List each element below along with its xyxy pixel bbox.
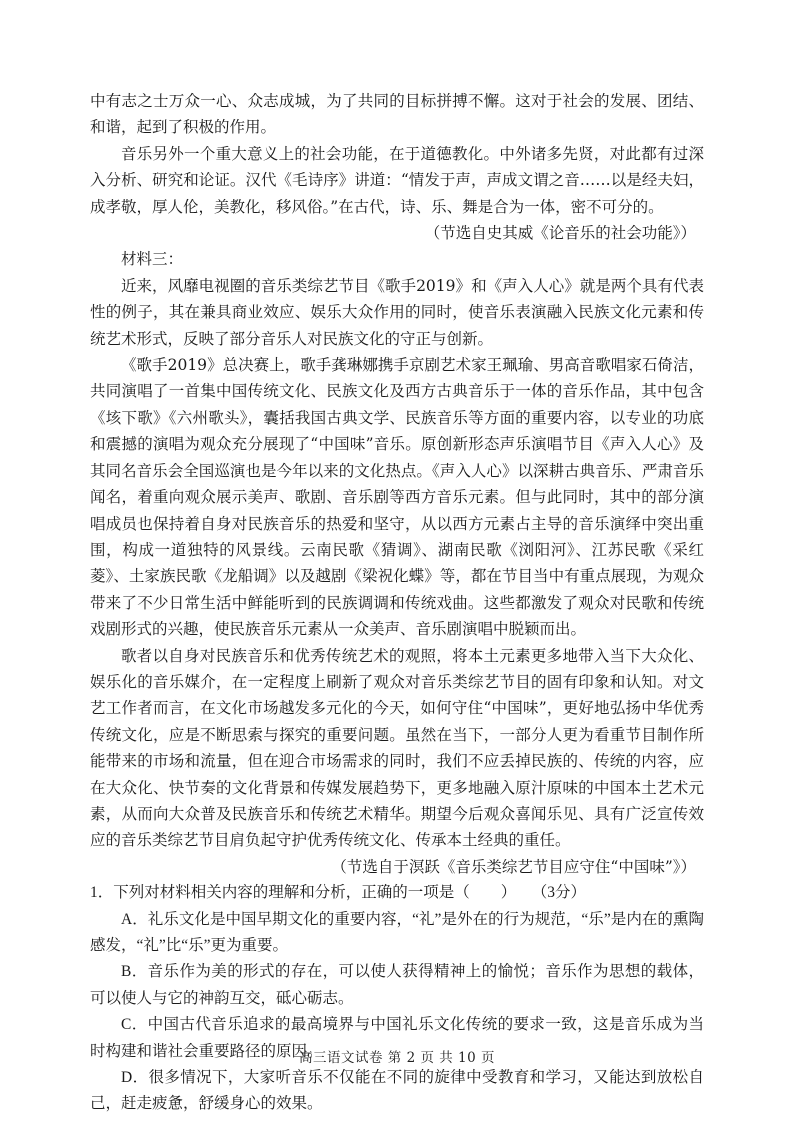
question-1-option-d: D．很多情况下，大家听音乐不仅能在不同的旋律中受教育和学习，又能达到放松自己，赶走疲惫，舒缓身心的效果。 bbox=[90, 1069, 704, 1113]
page-footer: 高三语文试卷 第 2 页 共 10 页 bbox=[298, 1050, 495, 1066]
page-content bbox=[90, 88, 704, 1118]
question-1-option-b: B．音乐作为美的形式的存在，可以使人获得精神上的愉悦；音乐作为思想的载体，可以使人与它的神韵互交，砥心砺志。 bbox=[90, 963, 704, 1007]
source-citation-2: （节选自于溟跃《音乐类综艺节目应守住“中国味”》） bbox=[331, 857, 696, 876]
paragraph-artists-responsibility: 歌者以自身对民族音乐和优秀传统艺术的观照，将本土元素更多地带入当下大众化、娱乐化的音乐媒介，在一定程度上刷新了观众对音乐类综艺节目的固有印象和认知。对文艺工作者而言，在文化市场越发多元化的今天，如何守住“中国味”，更好地弘扬中华优秀传统文化，应是不断思索与探究的重要问题。虽然在当下，一部分人更为看重节目制作所能带来的市场和流量，但在迎合市场需求的同时，我们不应丢掉民族的、传统的内容，应在大众化、快节奏的文化背景和传媒发展趋势下，更多地融入原汁原味的中国本土艺术元素，从而向大众普及民族音乐和传统艺术精华。期望今后观众喜闻乐见、具有广泛宣传效应的音乐类综艺节目肩负起守护优秀传统文化、传承本土经典的重任。 bbox=[90, 646, 704, 850]
paragraph-singer-2019: 《歌手2019》总决赛上，歌手龚琳娜携手京剧艺术家王珮瑜、男高音歌唱家石倚洁，共同演唱了一首集中国传统文化、民族文化及西方古典音乐于一体的音乐作品，其中包含《垓下歌》《六州歌头》，囊括我国古典文学、民族音乐等方面的重要内容，以专业的功底和震撼的演唱为观众充分展现了“中国味”音乐。原创新形态声乐演唱节目《声入人心》及其同名音乐会全国巡演也是今年以来的文化热点。《声入人心》以深耕古典音乐、严肃音乐闻名，着重向观众展示美声、歌剧、音乐剧等西方音乐元素。但与此同时，其中的部分演唱成员也保持着自身对民族音乐的热爱和坚守，从以西方元素占主导的音乐演绎中突出重围，构成一道独特的风景线。云南民歌《猜调》、湖南民歌《浏阳河》、江苏民歌《采红菱》、土家族民歌《龙船调》以及越剧《梁祝化蝶》等，都在节目当中有重点展现，为观众带来了不少日常生活中鲜能听到的民族调调和传统戏曲。这些都激发了观众对民歌和传统戏剧形式的兴趣，使民族音乐元素从一众美声、音乐剧演唱中脱颖而出。 bbox=[90, 356, 704, 639]
source-citation-1: （节选自史其威《论音乐的社会功能》） bbox=[424, 224, 696, 243]
question-1-option-a: A．礼乐文化是中国早期文化的重要内容，“礼”是外在的行为规范，“乐”是内在的熏陶感发，“礼”比“乐”更为重要。 bbox=[90, 910, 704, 954]
paragraph-continuation: 中有志之士万众一心、众志成城，为了共同的目标拼搏不懈。这对于社会的发展、团结、和谐，起到了积极的作用。 bbox=[90, 92, 704, 137]
material-three-label: 材料三： bbox=[121, 250, 184, 269]
question-1-stem: 1．下列对材料相关内容的理解和分析，正确的一项是（ ） （3分） bbox=[90, 884, 587, 902]
paragraph-variety-shows: 近来，风靡电视圈的音乐类综艺节目《歌手2019》和《声入人心》就是两个具有代表性的例子，其在兼具商业效应、娱乐大众作用的同时，使音乐表演融入民族文化元素和传统艺术形式，反映了部分音乐人对民族文化的守正与创新。 bbox=[90, 276, 704, 348]
question-1-option-c: C．中国古代音乐追求的最高境界与中国礼乐文化传统的要求一致，这是音乐成为当时构建和谐社会重要路径的原因。 bbox=[90, 1016, 704, 1060]
paragraph-moral-education: 音乐另外一个重大意义上的社会功能，在于道德教化。中外诸多先贤，对此都有过深入分析、研究和论证。汉代《毛诗序》讲道：“情发于声，声成文谓之音……以是经夫妇，成孝敬，厚人伦，美教化，移风俗。”在古代，诗、乐、舞是合为一体，密不可分的。 bbox=[90, 144, 704, 216]
